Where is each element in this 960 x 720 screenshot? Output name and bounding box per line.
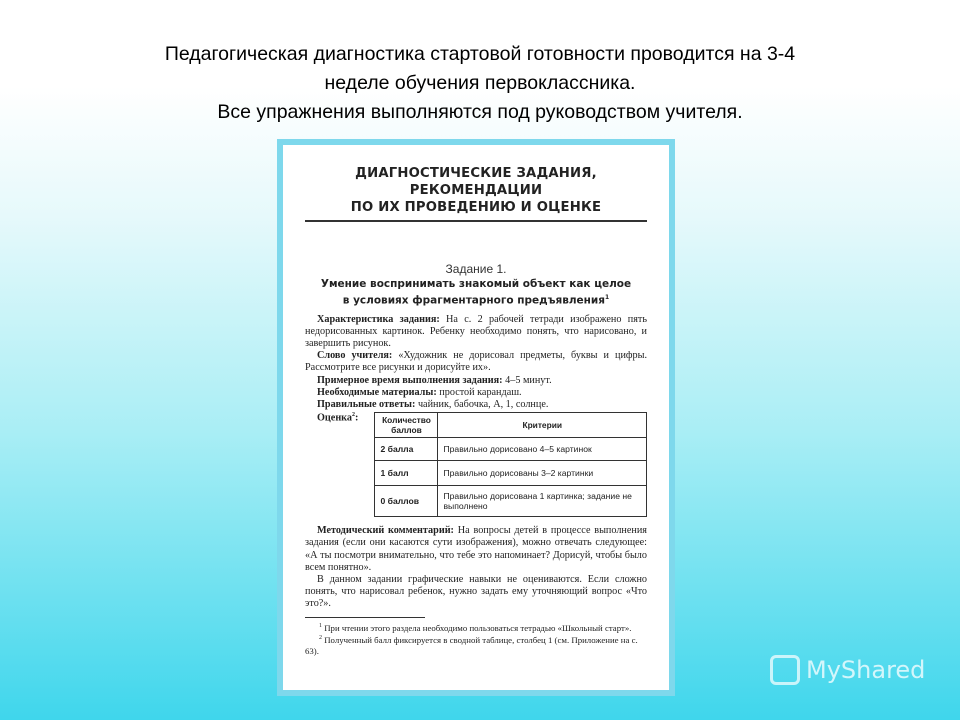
grade-footnote-ref: 2 xyxy=(352,412,355,419)
method-text: На вопросы детей в процессе выполнения задания (если они касаются сути изображения), можно отвечать следующее: «А ты посмотри внимательно, что тебе это напоминает? Дорисуй, чтобы было всем понятно». xyxy=(305,525,647,573)
time-label: Примерное время выполнения задания: xyxy=(317,374,503,386)
slide-heading xyxy=(40,40,920,127)
materials-label: Необходимые материалы: xyxy=(317,386,437,398)
task-description xyxy=(305,314,647,412)
watermark-logo-icon xyxy=(770,655,800,685)
footnote-1-text: При чтении этого раздела необходимо пользоваться тетрадью «Школьный старт». xyxy=(322,622,632,633)
teacher-text: «Художник не дорисовал предметы, буквы и цифры. Рассмотрите все рисунки и дорисуйте их». xyxy=(305,350,647,374)
footnote-2 xyxy=(305,633,647,657)
document-scan xyxy=(277,139,675,696)
characteristic-label: Характеристика задания: xyxy=(317,313,440,325)
task-title-line-1: Умение воспринимать знакомый объект как целое xyxy=(320,278,632,290)
watermark xyxy=(770,655,925,685)
points-cell: 1 балл xyxy=(375,461,438,486)
time-text: 4–5 минут. xyxy=(502,374,552,386)
table-row xyxy=(375,438,647,461)
task-title-line-2-text: в условиях фрагментарного предъявления xyxy=(342,294,606,307)
col-points-header: Количество баллов xyxy=(375,413,438,438)
watermark-text: MyShared xyxy=(806,656,926,684)
method-paragraph-2: В данном задании графические навыки не оцениваются. Если сложно понять, что нарисовал ребенок, нужно задать ему уточняющий вопрос «Что это?». xyxy=(305,573,647,610)
materials-text: простой карандаш. xyxy=(436,386,522,398)
criteria-cell: Правильно дорисована 1 картинка; задание не выполнено xyxy=(438,486,647,517)
teacher-paragraph xyxy=(305,350,647,374)
criteria-cell: Правильно дорисовано 4–5 картинок xyxy=(438,438,647,461)
answers-text: чайник, бабочка, А, 1, солнце. xyxy=(415,398,549,410)
table-row xyxy=(375,486,647,517)
footnote-1-number: 1 xyxy=(319,622,322,629)
method-label: Методический комментарий: xyxy=(317,525,454,537)
document-title-line-1: ДИАГНОСТИЧЕСКИЕ ЗАДАНИЯ, xyxy=(355,166,597,181)
time-paragraph xyxy=(305,375,647,387)
points-cell: 2 балла xyxy=(375,438,438,461)
document-page xyxy=(283,145,669,690)
footnote-2-text: Полученный балл фиксируется в сводной таблице, столбец 1 (см. Приложение на с. 63). xyxy=(305,635,638,656)
grade-section xyxy=(305,412,647,517)
materials-paragraph xyxy=(305,387,647,399)
characteristic-paragraph xyxy=(305,314,647,351)
heading-line-2: неделе обучения первоклассника. xyxy=(324,72,636,94)
task-number: Задание 1. xyxy=(445,262,507,276)
method-paragraph xyxy=(305,525,647,574)
document-title xyxy=(305,165,647,216)
table-row xyxy=(375,461,647,486)
grade-colon: : xyxy=(355,412,359,424)
footnotes xyxy=(305,621,647,657)
answers-label: Правильные ответы: xyxy=(317,398,416,410)
footnote-divider xyxy=(305,617,425,618)
heading-line-1: Педагогическая диагностика стартовой готовности проводится на 3-4 xyxy=(164,43,796,65)
footnote-1 xyxy=(305,621,647,634)
grade-label-text: Оценка xyxy=(317,412,352,424)
document-title-line-3: ПО ИХ ПРОВЕДЕНИЮ И ОЦЕНКЕ xyxy=(350,200,602,215)
grade-label xyxy=(305,412,374,517)
col-criteria-header: Критерии xyxy=(438,413,647,438)
grading-table xyxy=(374,412,647,517)
heading-line-3: Все упражнения выполняются под руководством учителя. xyxy=(217,101,743,123)
title-divider xyxy=(305,220,647,222)
methodical-comment xyxy=(305,525,647,610)
task-title-line-2 xyxy=(305,291,647,308)
task-title xyxy=(305,278,647,308)
task-title-footnote-ref: 1 xyxy=(605,294,610,301)
table-header-row xyxy=(375,413,647,438)
characteristic-text: На с. 2 рабочей тетради изображено пять недорисованных картинок. Ребенку необходимо понять, что нарисовано, и завершить рисунок. xyxy=(305,313,647,349)
teacher-label: Слово учителя: xyxy=(317,350,393,362)
answers-paragraph xyxy=(305,399,647,411)
document-title-line-2: РЕКОМЕНДАЦИИ xyxy=(409,183,543,198)
points-cell: 0 баллов xyxy=(375,486,438,517)
criteria-cell: Правильно дорисованы 3–2 картинки xyxy=(438,461,647,486)
footnote-2-number: 2 xyxy=(319,635,322,642)
